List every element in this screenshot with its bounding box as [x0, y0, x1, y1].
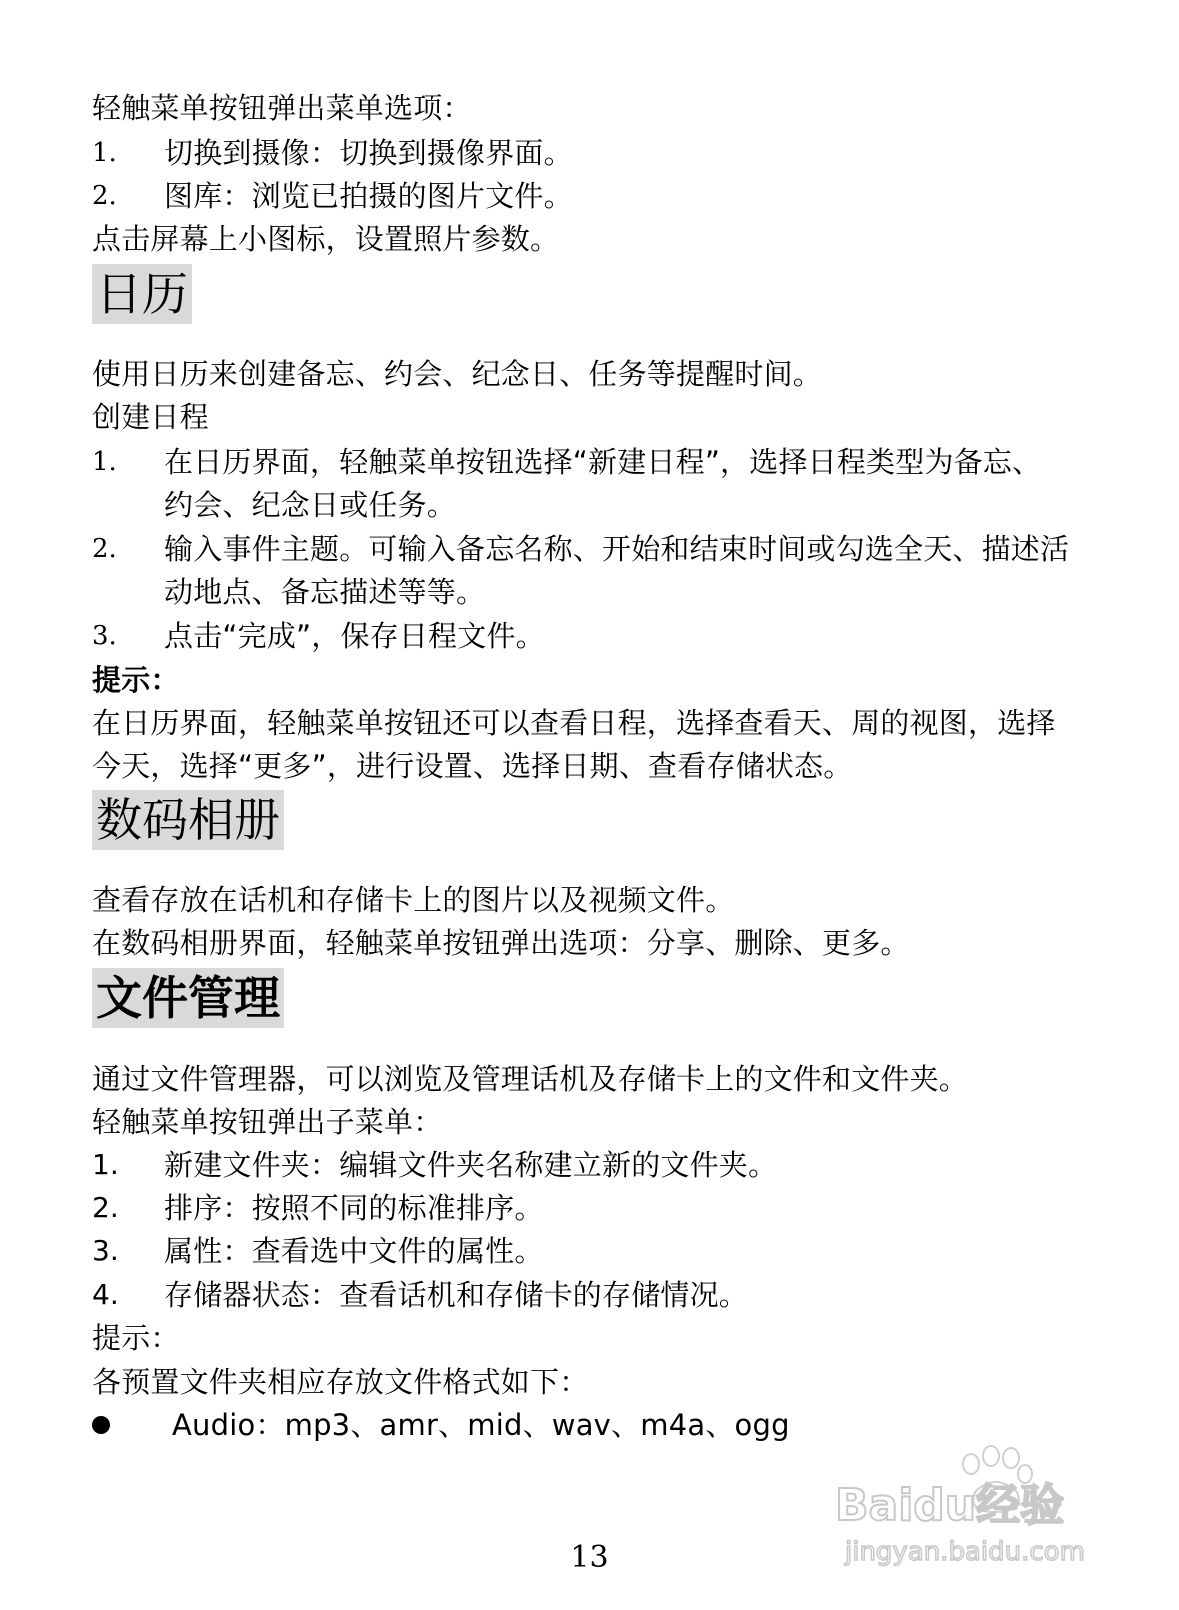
list-number: 4. — [92, 1278, 119, 1311]
list-number: 2. — [92, 1191, 119, 1224]
calendar-tip-line: 在日历界面，轻触菜单按钮还可以查看日程，选择查看天、周的视图，选择 — [92, 706, 1056, 740]
album-line: 在数码相册界面，轻触菜单按钮弹出选项：分享、删除、更多。 — [92, 926, 910, 960]
list-item-line: 点击“完成”，保存日程文件。 — [164, 619, 545, 653]
list-number: 2. — [92, 181, 117, 211]
list-item-line: 在日历界面，轻触菜单按钮选择“新建日程”，选择日程类型为备忘、 — [164, 445, 1042, 479]
files-intro: 通过文件管理器，可以浏览及管理话机及存储卡上的文件和文件夹。 — [92, 1062, 969, 1096]
calendar-subtitle: 创建日程 — [92, 400, 209, 434]
album-line: 查看存放在话机和存储卡上的图片以及视频文件。 — [92, 883, 735, 917]
watermark-brand: Baidu经验 — [835, 1480, 1065, 1531]
section-heading-files: 文件管理 — [92, 968, 284, 1028]
list-number: 1. — [92, 447, 117, 477]
bullet-icon — [92, 1416, 110, 1434]
calendar-tip-label: 提示： — [92, 663, 180, 697]
list-item-line: 约会、纪念日或任务。 — [164, 488, 457, 522]
watermark-url: jingyan.baidu.com — [845, 1537, 1085, 1567]
list-item-line: 动地点、备忘描述等等。 — [164, 575, 486, 609]
list-number: 3. — [92, 621, 117, 651]
list-number: 2. — [92, 534, 117, 564]
list-item: 切换到摄像：切换到摄像界面。 — [164, 136, 573, 170]
files-tip-label: 提示： — [92, 1321, 180, 1355]
list-item: 新建文件夹：编辑文件夹名称建立新的文件夹。 — [164, 1148, 778, 1182]
camera-note: 点击屏幕上小图标，设置照片参数。 — [92, 222, 560, 256]
section-heading-album: 数码相册 — [92, 790, 284, 850]
list-item: 存储器状态：查看话机和存储卡的存储情况。 — [164, 1278, 749, 1312]
list-number: 3. — [92, 1234, 119, 1267]
camera-menu-intro: 轻触菜单按钮弹出菜单选项： — [92, 91, 472, 125]
baidu-watermark-logo — [835, 1442, 1135, 1572]
calendar-intro: 使用日历来创建备忘、约会、纪念日、任务等提醒时间。 — [92, 357, 823, 391]
calendar-tip-line: 今天，选择“更多”，进行设置、选择日期、查看存储状态。 — [92, 749, 853, 783]
list-item-line: 输入事件主题。可输入备忘名称、开始和结束时间或勾选全天、描述活 — [164, 532, 1070, 566]
page-number: 13 — [570, 1540, 609, 1575]
list-item: 图库：浏览已拍摄的图片文件。 — [164, 179, 573, 213]
list-number: 1. — [92, 138, 117, 168]
section-heading-calendar: 日历 — [92, 264, 192, 324]
audio-formats: Audio：mp3、amr、mid、wav、m4a、ogg — [172, 1408, 790, 1442]
files-menu-intro: 轻触菜单按钮弹出子菜单： — [92, 1105, 443, 1139]
files-formats-intro: 各预置文件夹相应存放文件格式如下： — [92, 1365, 589, 1399]
list-item: 属性：查看选中文件的属性。 — [164, 1234, 544, 1268]
list-number: 1. — [92, 1148, 119, 1181]
list-item: 排序：按照不同的标准排序。 — [164, 1191, 544, 1225]
